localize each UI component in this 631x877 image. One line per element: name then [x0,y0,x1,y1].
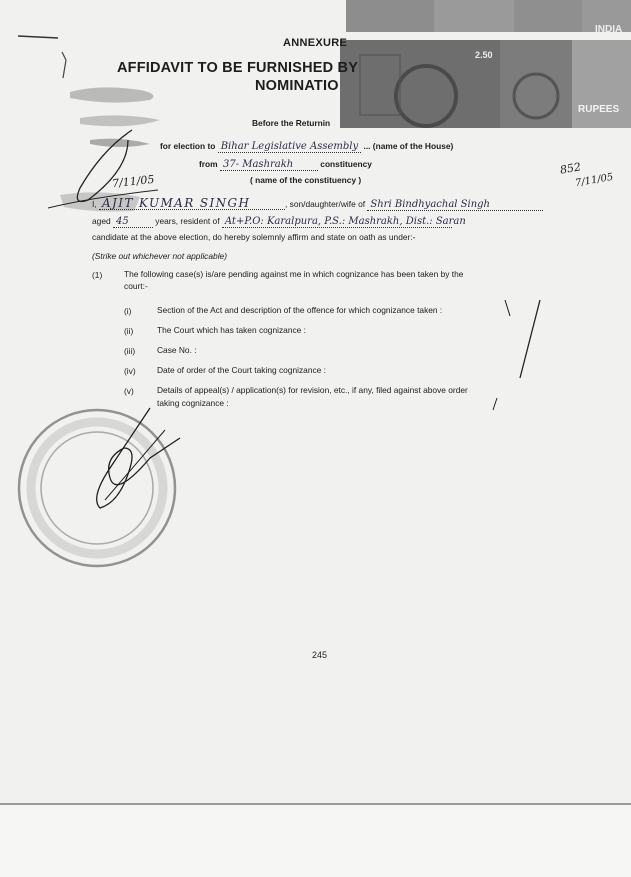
age-value: 45 [113,216,153,228]
marginal-date: 7/11/05 [574,171,615,190]
relation-text: , son/daughter/wife of [284,199,366,209]
strike-note: (Strike out whichever not applicable) [92,251,227,261]
stamp-label-value: 2.50 [475,50,493,60]
father-name: Shri Bindhyachal Singh [367,199,543,211]
constituency-note: ( name of the constituency ) [250,175,362,185]
sub-item-5-text-line2: taking cognizance : [157,397,229,408]
sub-item-2-number: (ii) [124,326,134,336]
sub-item-4-number: (iv) [124,366,136,376]
sub-item-2-text: The Court which has taken cognizance : [157,325,306,335]
election-suffix: ... (name of the House) [363,141,454,151]
aged-prefix: aged [92,216,111,226]
section-1-text-line1: The following case(s) is/are pending against me in which cognizance has been taken by the [124,269,464,279]
address-value: At+P.O: Karalpura, P.S.: Mashrakh, Dist.: Saran [222,216,452,228]
stamp-label-rupees: RUPEES [578,104,620,115]
sub-item-1-number: (i) [124,306,132,316]
returning-officer-text: Before the Returnin [252,118,331,128]
sub-item-5-text-line1: Details of appeal(s) / application(s) for revision, etc., if any, filed against above order [157,385,468,395]
person-prefix: I, [92,199,97,209]
page-number: 245 [312,650,328,660]
affidavit-title-line2: NOMINATIO [255,78,339,94]
stamp-label-india: INDIA [595,24,623,35]
sub-item-4-text: Date of order of the Court taking cognizance : [157,365,326,375]
oath-text: candidate at the above election, do hereby solemnly affirm and state on oath as under:- [92,232,416,242]
sub-item-3-number: (iii) [124,346,136,356]
sub-item-3-text: Case No. : [157,345,197,355]
under-page [0,805,631,877]
marginal-number: 852 [559,160,582,177]
deponent-name: AJIT KUMAR SINGH [99,198,285,210]
annexure-label: ANNEXURE [283,37,348,49]
election-house-value: Bihar Legislative Assembly [218,141,361,153]
signed-date: 7/11/05 [111,172,155,191]
constituency-suffix: constituency [320,159,372,169]
sub-item-5-number: (v) [124,386,134,396]
resident-text: years, resident of [155,216,220,226]
from-prefix: from [199,159,218,169]
constituency-value: 37- Mashrakh [220,159,318,171]
section-1-number: (1) [92,270,103,280]
affidavit-title-line1: AFFIDAVIT TO BE FURNISHED BY [117,60,359,76]
section-1-text-line2: court:- [124,281,148,292]
election-prefix: for election to [160,141,216,151]
sub-item-1-text: Section of the Act and description of the offence for which cognizance taken : [157,305,443,315]
